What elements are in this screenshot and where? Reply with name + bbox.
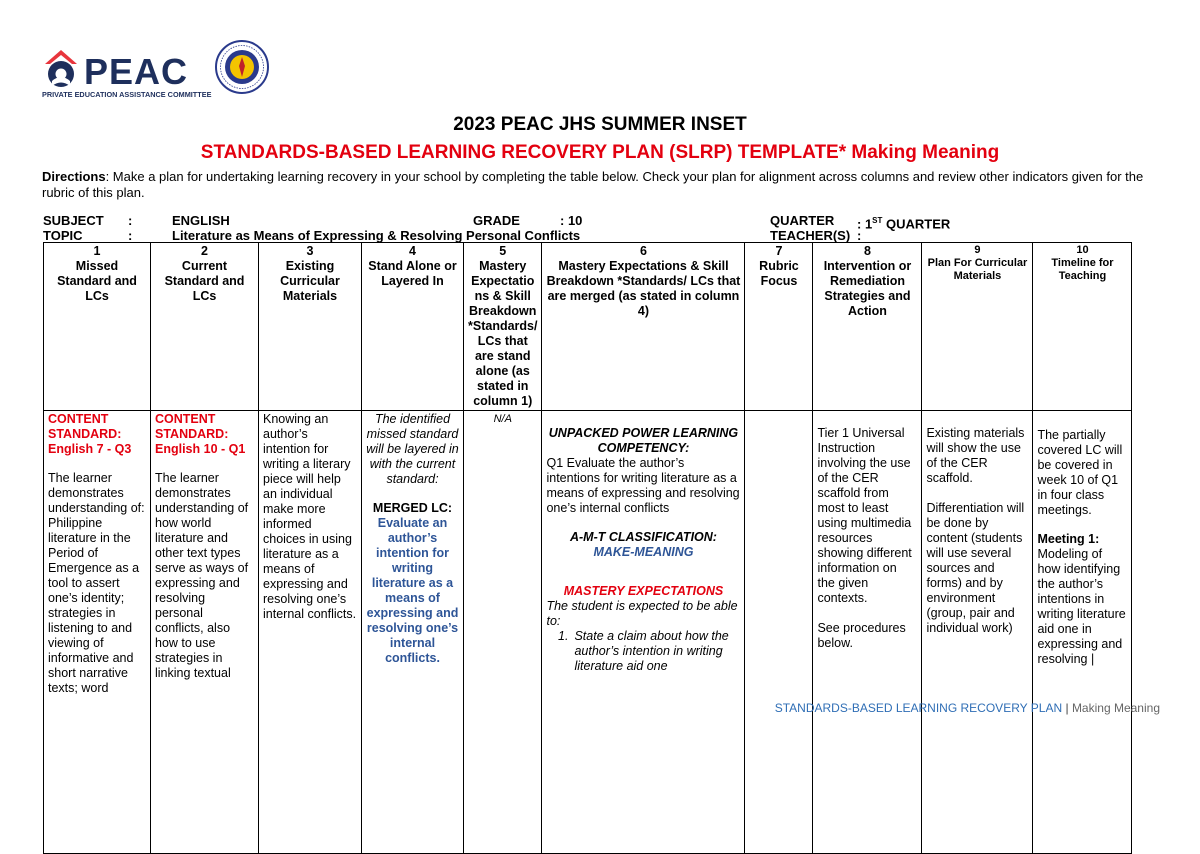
footer-right: Making Meaning bbox=[1071, 701, 1160, 715]
page-footer bbox=[775, 701, 1160, 715]
meeting-body: Modeling of how identifying the author’s intentions in writing literature aid one in expressing and resolving | bbox=[1037, 547, 1126, 666]
cell-existing-materials bbox=[259, 411, 362, 854]
claim-item bbox=[546, 629, 740, 674]
slrp-table bbox=[43, 242, 1132, 854]
plan-materials-body: Existing materials will show the use of the CER scaffold. bbox=[926, 426, 1025, 485]
table-header-row bbox=[44, 243, 1132, 411]
directions-label: Directions bbox=[42, 169, 106, 184]
column-header: 3 Existing Curricular Materials bbox=[259, 243, 362, 411]
subject-value: ENGLISH bbox=[172, 213, 230, 228]
page-subtitle: STANDARDS-BASED LEARNING RECOVERY PLAN (SLRP) TEMPLATE* Making Meaning bbox=[200, 142, 1000, 163]
amt-value: MAKE-MEANING bbox=[593, 545, 694, 559]
footer-separator: | bbox=[1065, 701, 1069, 715]
timeline-body: The partially covered LC will be covered in week 10 of Q1 in four class meetings. bbox=[1037, 428, 1123, 517]
layered-intro: The identified missed standard will be layered in with the current standard: bbox=[366, 412, 459, 486]
grade-value: : 10 bbox=[560, 213, 583, 228]
logo-wordmark: PEAC bbox=[84, 51, 189, 92]
peac-logo bbox=[42, 42, 212, 106]
cell-plan-materials bbox=[922, 411, 1033, 854]
cell-mastery-stand-alone bbox=[464, 411, 542, 854]
competency-text: Q1 Evaluate the author’s intentions for writing literature as a means of expressing and resolving one’s internal conflicts bbox=[546, 456, 740, 515]
cell-mastery-merged bbox=[542, 411, 745, 854]
deped-seal bbox=[215, 40, 269, 94]
competency-label: UNPACKED POWER LEARNING COMPETENCY: bbox=[548, 426, 739, 455]
table-row bbox=[44, 411, 1132, 854]
existing-materials-body: Knowing an author’s intention for writing a literary piece will help an individual make more informed choices in using literature as a means of expressing and resolving one’s internal conflicts. bbox=[263, 412, 357, 621]
teacher-label: TEACHER(S) bbox=[770, 228, 851, 243]
intervention-body: Tier 1 Universal Instruction involving the use of the CER scaffold from most to least using multimedia resources showing different information on the given contexts. bbox=[817, 426, 912, 605]
current-standard-heading: CONTENT STANDARD: English 10 - Q1 bbox=[155, 412, 246, 456]
column-header: 4 Stand Alone or Layered In bbox=[362, 243, 464, 411]
cell-timeline bbox=[1033, 411, 1132, 854]
quarter-value: : 1ST QUARTER bbox=[857, 216, 951, 232]
column-header: 2 Current Standard and LCs bbox=[151, 243, 259, 411]
claim-text: State a claim about how the author’s intention in writing literature aid one bbox=[574, 629, 729, 673]
cell-intervention bbox=[813, 411, 922, 854]
current-standard-body: The learner demonstrates understanding of how world literature and other text types serve as ways of expressing and resolving personal conflicts, also how to use strategies in linking textual bbox=[155, 471, 249, 680]
mastery-stand-alone-body: N/A bbox=[493, 413, 512, 425]
topic-value: Literature as Means of Expressing & Resolving Personal Conflicts bbox=[172, 228, 581, 243]
missed-standard-body: The learner demonstrates understanding of: Philippine literature in the Period of Emergence as a tool to assert one’s identity; strategies in listening to and viewing of informative and short narrative texts; word bbox=[48, 471, 145, 695]
meeting-label: Meeting 1: bbox=[1037, 532, 1100, 546]
directions-text: : Make a plan for undertaking learning recovery in your school by completing the table below. Check your plan for alignment across columns and review other indicators given for the rubric of this plan. bbox=[42, 169, 1144, 200]
cell-missed-standard bbox=[44, 411, 151, 854]
logo-subtitle: PRIVATE EDUCATION ASSISTANCE COMMITTEE bbox=[42, 90, 212, 99]
claim-number: 1. bbox=[558, 629, 569, 643]
cell-current-standard bbox=[151, 411, 259, 854]
column-header: 10 Timeline for Teaching bbox=[1033, 243, 1132, 411]
footer-left: STANDARDS-BASED LEARNING RECOVERY PLAN bbox=[774, 701, 1063, 715]
amt-label: A-M-T CLASSIFICATION: bbox=[569, 530, 717, 544]
column-header: 1 Missed Standard and LCs bbox=[44, 243, 151, 411]
subject-colon: : bbox=[128, 213, 133, 228]
cell-stand-alone-layered bbox=[362, 411, 464, 854]
cell-rubric-focus bbox=[745, 411, 813, 854]
missed-standard-heading: CONTENT STANDARD: English 7 - Q3 bbox=[48, 412, 132, 456]
topic-label: TOPIC bbox=[43, 228, 83, 243]
mastery-intro: The student is expected to be able to: bbox=[546, 599, 738, 628]
intervention-procedures: See procedures below. bbox=[817, 621, 906, 650]
grade-label: GRADE bbox=[473, 213, 520, 228]
topic-colon: : bbox=[128, 228, 133, 243]
column-header: 7 Rubric Focus bbox=[745, 243, 813, 411]
column-header: 8 Intervention or Remediation Strategies and Action bbox=[813, 243, 922, 411]
quarter-label: QUARTER bbox=[770, 213, 835, 228]
page-title: 2023 PEAC JHS SUMMER INSET bbox=[453, 114, 747, 135]
subject-label: SUBJECT bbox=[43, 213, 104, 228]
directions bbox=[42, 169, 1162, 201]
merged-lc-label: MERGED LC: bbox=[372, 501, 453, 515]
teacher-colon: : bbox=[857, 228, 862, 243]
plan-materials-differentiation: Differentiation will be done by content (students will use several sources and forms) and by environment (group, pair and individual work) bbox=[926, 501, 1025, 635]
column-header: 5 Mastery Expectatio ns & Skill Breakdown *Standards/ LCs that are stand alone (as stated in column 1) bbox=[464, 243, 542, 411]
column-header: 6 Mastery Expectations & Skill Breakdown *Standards/ LCs that are merged (as stated in column 4) bbox=[542, 243, 745, 411]
column-header: 9 Plan For Curricular Materials bbox=[922, 243, 1033, 411]
mastery-label: MASTERY EXPECTATIONS bbox=[563, 584, 724, 598]
seal-icon bbox=[215, 40, 269, 94]
merged-lc-text: Evaluate an author’s intention for writing literature as a means of expressing and resolving one’s internal conflicts. bbox=[366, 516, 459, 665]
